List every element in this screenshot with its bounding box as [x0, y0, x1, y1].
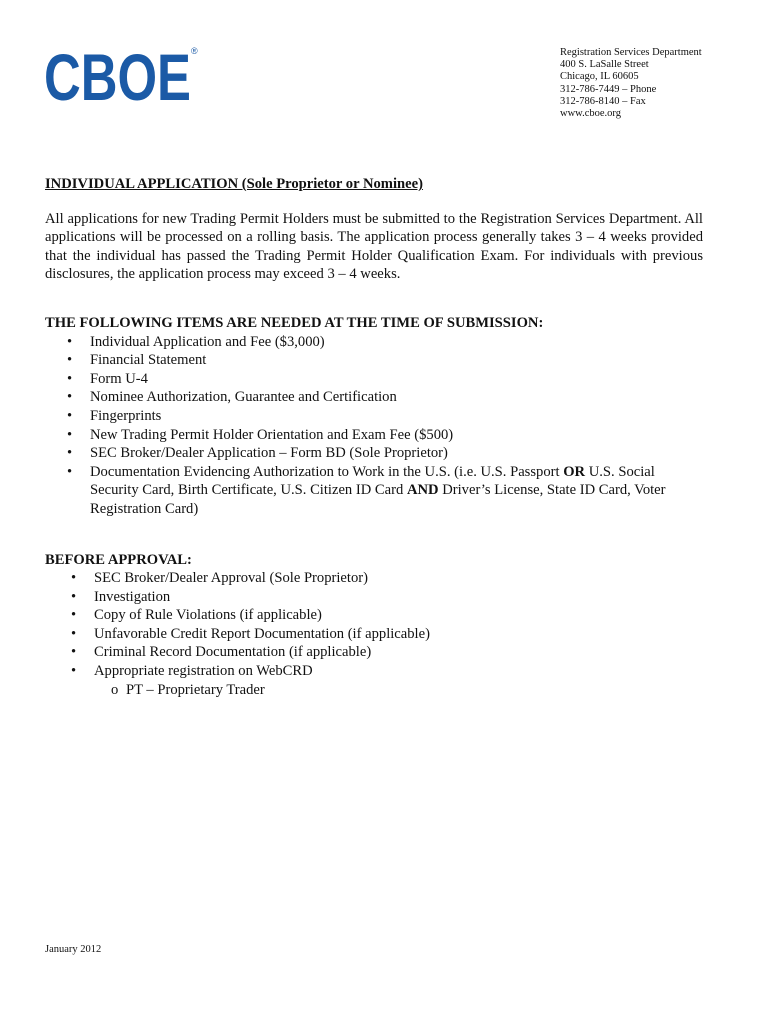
approval-heading: BEFORE APPROVAL: — [45, 551, 192, 568]
list-item: • New Trading Permit Holder Orientation and Exam Fee ($500) — [45, 426, 703, 445]
address-city: Chicago, IL 60605 — [560, 71, 639, 83]
address-fax: 312-786-8140 – Fax — [560, 95, 646, 107]
list-item: • Appropriate registration on WebCRD — [45, 662, 703, 681]
submission-section — [45, 314, 703, 519]
sub-list-item: o PT – Proprietary Trader — [45, 681, 703, 700]
list-item: • Investigation — [45, 588, 703, 607]
approval-section — [45, 551, 703, 700]
address-department: Registration Services Department — [560, 47, 702, 58]
address-phone: 312-786-7449 – Phone — [560, 83, 657, 95]
documentation-text-2: U.S. Social Security Card, Birth Certificate, U.S. Citizen ID Card — [90, 463, 655, 499]
registered-mark: ® — [191, 46, 198, 56]
list-item: • Criminal Record Documentation (if applicable) — [45, 643, 703, 662]
list-item: • Fingerprints — [45, 407, 703, 426]
address-street: 400 S. LaSalle Street — [560, 59, 649, 71]
list-item: • Unfavorable Credit Report Documentation (if applicable) — [45, 625, 703, 644]
submission-heading: THE FOLLOWING ITEMS ARE NEEDED AT THE TIME OF SUBMISSION: — [45, 314, 544, 331]
list-item: • Individual Application and Fee ($3,000) — [45, 333, 703, 352]
page-title: INDIVIDUAL APPLICATION (Sole Proprietor or Nominee) — [45, 176, 423, 192]
documentation-text-3: Driver’s License, State ID Card, Voter Registration Card) — [90, 482, 666, 517]
documentation-or: OR — [563, 463, 586, 480]
footer-date: January 2012 — [45, 944, 102, 955]
list-item: • Copy of Rule Violations (if applicable) — [45, 606, 703, 625]
approval-sublist — [45, 681, 703, 700]
list-item: • SEC Broker/Dealer Approval (Sole Proprietor) — [45, 569, 703, 588]
address-block — [560, 47, 702, 120]
list-item: • Form U-4 — [45, 370, 703, 389]
documentation-text-1: Documentation Evidencing Authorization to Work in the U.S. (i.e. U.S. Passport — [90, 463, 564, 480]
cboe-logo-text: CBOE — [44, 44, 191, 104]
cboe-logo — [44, 44, 204, 104]
documentation-and: AND — [406, 482, 439, 499]
address-website: www.cboe.org — [560, 108, 621, 120]
list-item: • Financial Statement — [45, 351, 703, 370]
approval-list — [45, 569, 703, 681]
list-item: • Nominee Authorization, Guarantee and Certification — [45, 388, 703, 407]
list-item: • SEC Broker/Dealer Application – Form BD (Sole Proprietor) — [45, 444, 703, 463]
document-body — [45, 175, 703, 699]
intro-paragraph: All applications for new Trading Permit Holders must be submitted to the Registration Services Department. All applications will be processed on a rolling basis. The application process generally takes 3 – 4 weeks provided that the individual has passed the Trading Permit Holder Qualification Exam. For individuals with previous disclosures, the application process may exceed 3 – 4 weeks. — [45, 210, 703, 283]
submission-list — [45, 333, 703, 519]
list-item-documentation — [45, 463, 703, 519]
